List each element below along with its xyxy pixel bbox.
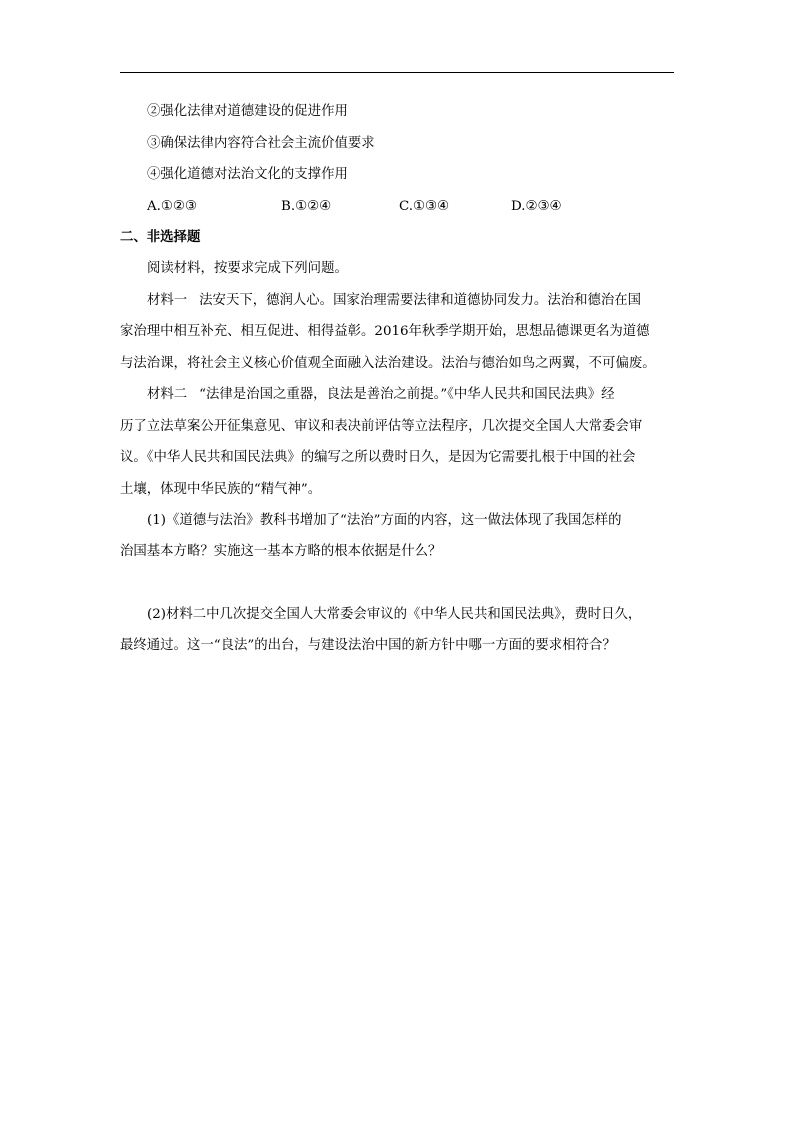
instruction-text: 阅读材料，按要求完成下列问题。 xyxy=(147,261,348,276)
material1-text-1: 法安天下，德润人心。国家治理需要法律和道德协同发力。法治和德治在国 xyxy=(199,293,642,308)
material2-line-2: 历了立法草案公开征集意见、审议和表决前评估等立法程序，几次提交全国人大常委会审 xyxy=(120,419,643,434)
material2-line-3: 议。《中华人民共和国民法典》的编写之所以费时日久，是因为它需要扎根于中国的社会 xyxy=(120,450,636,465)
statement-4: ④强化道德对法治文化的支撑作用 xyxy=(147,167,348,182)
material1-line-2: 家治理中相互补充、相互促进、相得益彰。2016年秋季学期开始，思想品德课更名为道德 xyxy=(120,324,650,339)
question1-line-2: 治国基本方略？实施这一基本方略的根本依据是什么？ xyxy=(120,544,442,559)
material1-line-1 xyxy=(120,292,707,310)
header-rule xyxy=(120,72,674,73)
material2-label: 材料二 xyxy=(147,387,188,402)
material2-text-1: “法律是治国之重器，良法是善治之前提。”《中华人民共和国民法典》经 xyxy=(199,387,615,402)
section-heading: 二、非选择题 xyxy=(120,230,201,245)
statement-3: ③确保法律内容符合社会主流价值要求 xyxy=(147,136,375,151)
option-c: C.①③④ xyxy=(399,199,450,214)
material1-label: 材料一 xyxy=(147,293,188,308)
material2-line-4: 土壤，体现中华民族的“精气神”。 xyxy=(120,482,322,497)
option-a: A.①②③ xyxy=(147,199,197,214)
material2-line-1 xyxy=(120,386,707,404)
question1-line-1: (1)《道德与法治》教科书增加了“法治”方面的内容，这一做法体现了我国怎样的 xyxy=(147,513,622,528)
question2-line-2: 最终通过。这一“良法”的出台，与建设法治中国的新方针中哪一方面的要求相符合？ xyxy=(120,638,616,653)
option-b: B.①②④ xyxy=(281,199,332,214)
question2-line-1: (2)材料二中几次提交全国人大常委会审议的《中华人民共和国民法典》，费时日久， xyxy=(147,607,642,622)
option-d: D.②③④ xyxy=(511,199,562,214)
statement-2: ②强化法律对道德建设的促进作用 xyxy=(147,104,348,119)
material1-line-3: 与法治课，将社会主义核心价值观全面融入法治建设。法治与德治如鸟之两翼，不可偏废。 xyxy=(120,356,656,371)
